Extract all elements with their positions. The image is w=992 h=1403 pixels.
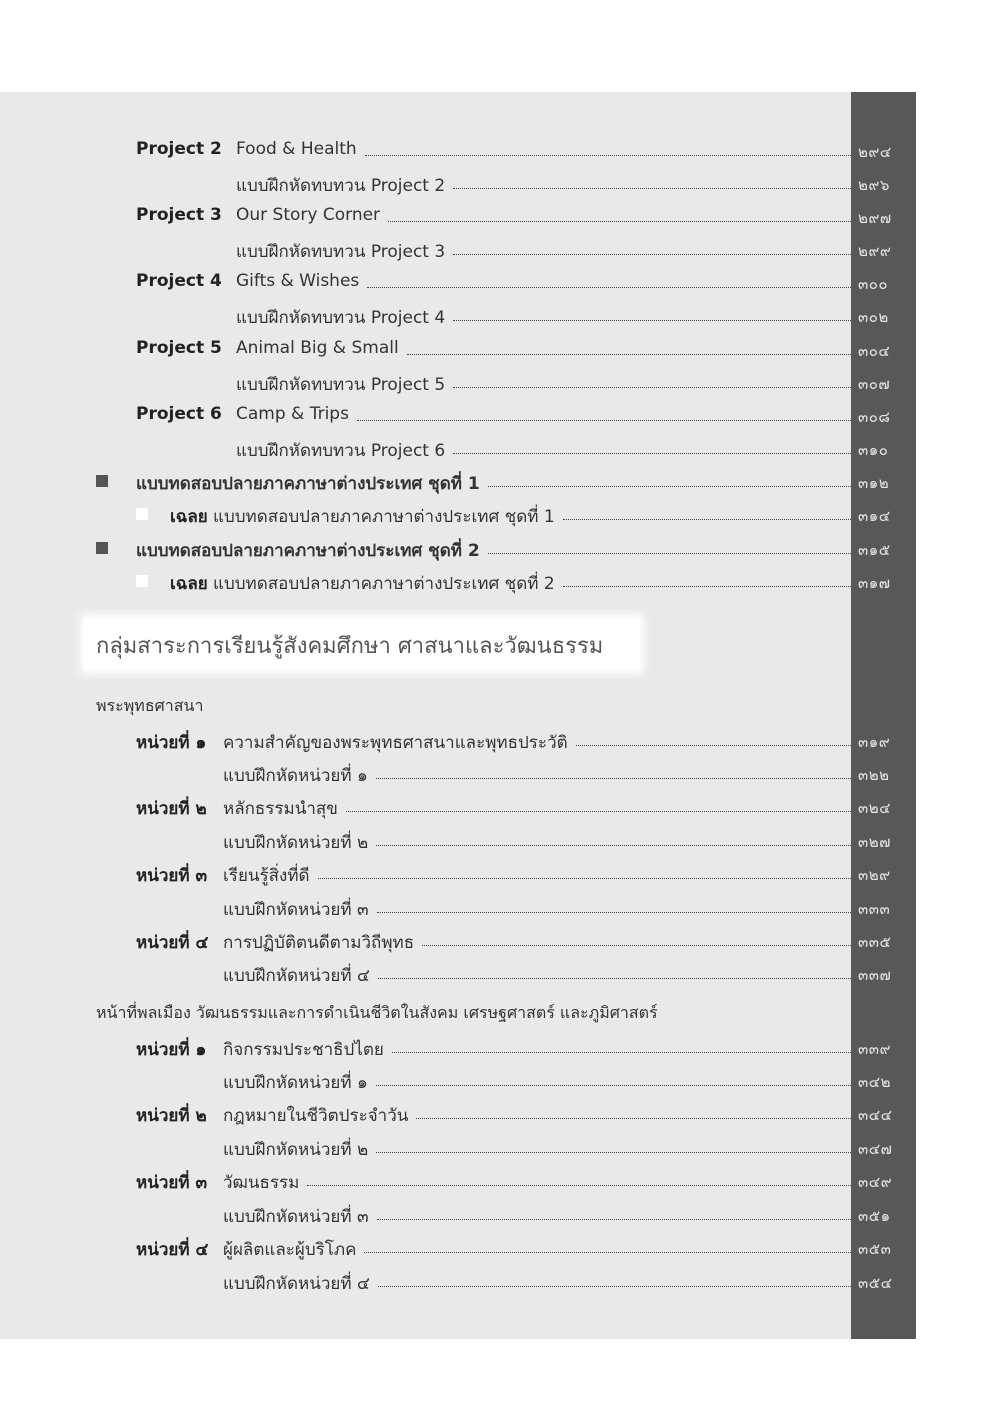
dot-leader: [378, 1286, 851, 1287]
dot-leader: [576, 745, 851, 746]
toc-entry[interactable]: [0, 135, 892, 165]
entry-title: เรียนรู้สิ่งที่ดี: [223, 866, 310, 886]
dot-leader: [377, 912, 851, 913]
toc-entry[interactable]: [0, 1098, 893, 1128]
entry-title: แบบฝึกหัดทบทวน Project 6: [236, 441, 446, 461]
entry-title: แบบฝึกหัดหน่วยที่ ๑: [223, 1073, 368, 1093]
dot-leader: [377, 1219, 851, 1220]
toc-entry[interactable]: [0, 1232, 892, 1262]
entry-title: แบบฝึกหัดหน่วยที่ ๔: [223, 1274, 370, 1294]
dot-leader: [388, 221, 851, 222]
entry-page: ๓๐๗: [858, 375, 891, 393]
entry-page: ๓๓๕: [858, 933, 892, 951]
dot-leader: [318, 878, 851, 879]
entry-page: ๓๑๕: [858, 541, 891, 559]
toc-entry[interactable]: [0, 234, 892, 264]
entry-label: เฉลย: [170, 507, 208, 527]
entry-title: หลักธรรมนำสุข: [223, 799, 338, 819]
toc-entry[interactable]: [0, 267, 889, 297]
entry-title: Gifts & Wishes: [236, 271, 360, 291]
entry-title: ผู้ผลิตและผู้บริโภค: [223, 1240, 357, 1260]
entry-title: แบบฝึกหัดหน่วยที่ ๒: [223, 833, 369, 853]
dot-leader: [376, 1152, 851, 1153]
entry-label: Project 5: [136, 338, 222, 358]
toc-entry[interactable]: [0, 1032, 891, 1062]
entry-page: ๒๙๗: [858, 209, 892, 227]
entry-page: ๓๐๔: [858, 342, 891, 360]
entry-page: ๓๒๗: [858, 833, 891, 851]
dot-leader: [392, 1052, 851, 1053]
toc-entry[interactable]: [0, 892, 891, 922]
dot-leader: [367, 287, 851, 288]
toc-entry[interactable]: [0, 201, 892, 231]
toc-entry[interactable]: [0, 1266, 893, 1296]
section-heading: หน้าที่พลเมือง วัฒนธรรมและการดำเนินชีวิตในสังคม เศรษฐศาสตร์ และภูมิศาสตร์: [96, 1003, 658, 1022]
entry-page: ๓๔๙: [858, 1173, 893, 1191]
entry-title: การปฏิบัติตนดีตามวิถีพุทธ: [223, 933, 415, 953]
toc-entry[interactable]: [0, 758, 890, 788]
entry-label: หน่วยที่ ๒: [136, 799, 207, 819]
entry-page: ๓๓๗: [858, 966, 892, 984]
entry-title: แบบทดสอบปลายภาคภาษาต่างประเทศ ชุดที่ 2: [136, 541, 480, 561]
entry-title: ความสำคัญของพระพุทธศาสนาและพุทธประวัติ: [223, 733, 568, 753]
entry-page: ๓๕๔: [858, 1274, 893, 1292]
section-heading: พระพุทธศาสนา: [96, 696, 204, 715]
entry-title: แบบฝึกหัดหน่วยที่ ๓: [223, 900, 369, 920]
entry-label: เฉลย: [170, 574, 208, 594]
dot-leader: [376, 845, 851, 846]
entry-page: ๓๑๙: [858, 733, 891, 751]
entry-page: ๓๔๗: [858, 1140, 893, 1158]
entry-page: ๒๙๙: [858, 242, 892, 260]
toc-entry[interactable]: [0, 334, 891, 364]
entry-page: ๓๔๔: [858, 1106, 893, 1124]
dot-leader: [453, 188, 851, 189]
dot-leader: [422, 945, 851, 946]
toc-entry[interactable]: [0, 825, 891, 855]
toc-entry[interactable]: [0, 367, 891, 397]
square-bullet-icon: [136, 508, 148, 520]
entry-page: ๒๙๔: [858, 143, 892, 161]
dot-leader: [357, 420, 851, 421]
entry-title: Animal Big & Small: [236, 338, 399, 358]
toc-entry[interactable]: [0, 958, 892, 988]
entry-page: ๓๒๙: [858, 866, 891, 884]
dot-leader: [563, 519, 851, 520]
dot-leader: [453, 453, 851, 454]
entry-page: ๓๐๒: [858, 308, 889, 326]
entry-title: กิจกรรมประชาธิปไตย: [223, 1040, 384, 1060]
entry-label: หน่วยที่ ๔: [136, 933, 209, 953]
entry-title: แบบฝึกหัดทบทวน Project 4: [236, 308, 446, 328]
entry-title: กฎหมายในชีวิตประจำวัน: [223, 1106, 409, 1126]
entry-title: แบบฝึกหัดทบทวน Project 5: [236, 375, 446, 395]
toc-entry-answer[interactable]: [0, 566, 891, 596]
dot-leader: [307, 1185, 851, 1186]
entry-label: หน่วยที่ ๑: [136, 1040, 207, 1060]
entry-page: ๓๑๐: [858, 441, 889, 459]
toc-entry[interactable]: [0, 791, 891, 821]
toc-entry-exam[interactable]: [0, 533, 891, 563]
dot-leader: [453, 254, 851, 255]
subject-banner: [84, 618, 640, 670]
entry-label: หน่วยที่ ๒: [136, 1106, 207, 1126]
dot-leader: [365, 155, 851, 156]
toc-entry[interactable]: [0, 1065, 891, 1095]
entry-title: แบบฝึกหัดหน่วยที่ ๔: [223, 966, 370, 986]
dot-leader: [453, 387, 851, 388]
dot-leader: [364, 1252, 851, 1253]
entry-title: วัฒนธรรม: [223, 1173, 300, 1193]
dot-leader: [346, 811, 851, 812]
entry-page: ๓๑๒: [858, 474, 890, 492]
entry-title: แบบทดสอบปลายภาคภาษาต่างประเทศ ชุดที่ 1: [213, 507, 555, 527]
toc-entry[interactable]: [0, 1199, 891, 1229]
dot-leader: [453, 320, 851, 321]
toc-entry[interactable]: [0, 858, 891, 888]
entry-label: หน่วยที่ ๑: [136, 733, 207, 753]
entry-title: Our Story Corner: [236, 205, 381, 225]
entry-page: ๓๒๔: [858, 799, 891, 817]
entry-title: แบบฝึกหัดหน่วยที่ ๑: [223, 766, 368, 786]
entry-page: ๓๕๓: [858, 1240, 892, 1258]
toc-entry-answer[interactable]: [0, 499, 891, 529]
square-bullet-icon: [136, 575, 148, 587]
dot-leader: [416, 1118, 851, 1119]
entry-page: ๓๔๒: [858, 1073, 891, 1091]
entry-title: Camp & Trips: [236, 404, 349, 424]
toc-entry[interactable]: [0, 400, 891, 430]
entry-label: หน่วยที่ ๔: [136, 1240, 209, 1260]
dot-leader: [378, 978, 851, 979]
entry-page: ๓๓๓: [858, 900, 891, 918]
dot-leader: [376, 778, 851, 779]
entry-title: แบบฝึกหัดทบทวน Project 2: [236, 176, 446, 196]
entry-label: Project 3: [136, 205, 222, 225]
entry-page: ๓๑๔: [858, 507, 891, 525]
toc-entry[interactable]: [0, 300, 889, 330]
toc-entry[interactable]: [0, 1132, 893, 1162]
entry-label: Project 6: [136, 404, 222, 424]
entry-title: แบบฝึกหัดทบทวน Project 3: [236, 242, 446, 262]
entry-page: ๓๐๘: [858, 408, 891, 426]
toc-entry[interactable]: [0, 433, 889, 463]
entry-label: หน่วยที่ ๓: [136, 1173, 208, 1193]
toc-entry[interactable]: [0, 168, 890, 198]
entry-page: ๓๐๐: [858, 275, 889, 293]
toc-entry[interactable]: [0, 725, 891, 755]
entry-label: Project 2: [136, 139, 222, 159]
toc-entry[interactable]: [0, 925, 892, 955]
entry-page: ๓๒๒: [858, 766, 890, 784]
toc-entry-exam[interactable]: [0, 466, 890, 496]
entry-title: แบบฝึกหัดหน่วยที่ ๒: [223, 1140, 369, 1160]
subject-banner-title: กลุ่มสาระการเรียนรู้สังคมศึกษา ศาสนาและวัฒนธรรม: [96, 634, 604, 659]
dot-leader: [407, 354, 851, 355]
square-bullet-icon: [96, 475, 108, 487]
entry-title: แบบทดสอบปลายภาคภาษาต่างประเทศ ชุดที่ 2: [213, 574, 555, 594]
entry-title: Food & Health: [236, 139, 357, 159]
toc-entry[interactable]: [0, 1165, 893, 1195]
entry-label: หน่วยที่ ๓: [136, 866, 208, 886]
square-bullet-icon: [96, 542, 108, 554]
dot-leader: [376, 1085, 851, 1086]
entry-page: ๓๓๙: [858, 1040, 891, 1058]
dot-leader: [488, 486, 851, 487]
entry-page: ๓๕๑: [858, 1207, 891, 1225]
entry-page: ๒๙๖: [858, 176, 890, 194]
entry-title: แบบทดสอบปลายภาคภาษาต่างประเทศ ชุดที่ 1: [136, 474, 480, 494]
entry-title: แบบฝึกหัดหน่วยที่ ๓: [223, 1207, 369, 1227]
dot-leader: [488, 553, 851, 554]
entry-label: Project 4: [136, 271, 222, 291]
entry-page: ๓๑๗: [858, 574, 891, 592]
dot-leader: [563, 586, 851, 587]
